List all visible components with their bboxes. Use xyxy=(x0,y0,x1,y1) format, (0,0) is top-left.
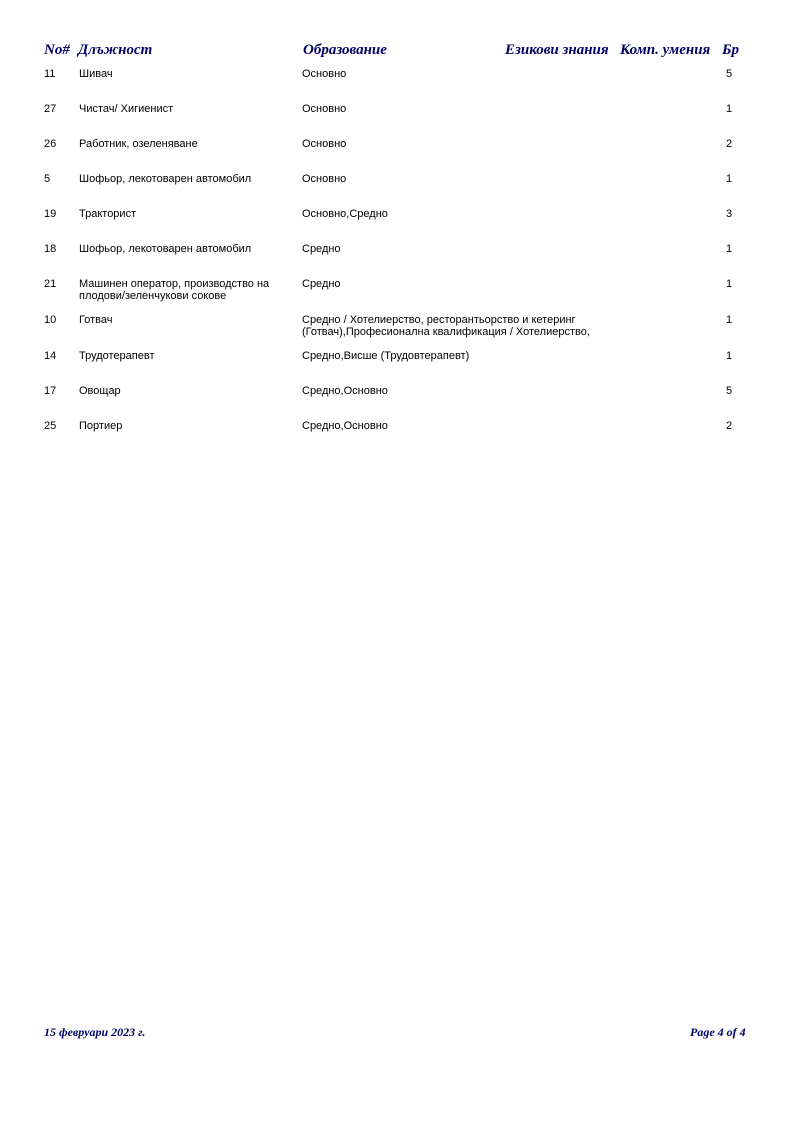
row-count: 2 xyxy=(726,420,733,432)
row-education: Средно,Висше (Трудовтерапевт) xyxy=(302,350,470,362)
row-education: Основно xyxy=(302,68,347,80)
row-no: 27 xyxy=(44,103,57,115)
header-education: Образование xyxy=(303,42,387,58)
header-no: No# xyxy=(44,42,70,58)
header-count: Бр xyxy=(722,42,740,58)
row-no: 18 xyxy=(44,243,57,255)
row-position: Чистач/ Хигиенист xyxy=(79,103,174,115)
row-education: Основно xyxy=(302,173,347,185)
row-position: Тракторист xyxy=(79,208,137,220)
row-position: Машинен оператор, производство на плодови/зеленчукови сокове xyxy=(79,278,270,302)
footer-date: 15 февруари 2023 г. xyxy=(44,1025,146,1039)
row-education: Средно,Основно xyxy=(302,420,388,432)
row-count: 1 xyxy=(726,103,733,115)
row-education: Основно xyxy=(302,103,347,115)
row-count: 1 xyxy=(726,314,733,326)
row-position: Шофьор, лекотоварен автомобил xyxy=(79,173,252,185)
row-count: 5 xyxy=(726,385,733,397)
row-position: Трудотерапевт xyxy=(79,350,155,362)
header-languages: Езикови знания xyxy=(505,42,609,58)
row-position: Работник, озеленяване xyxy=(79,138,198,150)
row-count: 2 xyxy=(726,138,733,150)
footer-page-number: Page 4 of 4 xyxy=(690,1025,746,1039)
row-no: 25 xyxy=(44,420,57,432)
row-count: 1 xyxy=(726,350,733,362)
row-count: 3 xyxy=(726,208,733,220)
header-computer-skills: Комп. умения xyxy=(620,42,711,58)
row-no: 19 xyxy=(44,208,57,220)
row-education: Средно xyxy=(302,278,341,290)
row-position: Готвач xyxy=(79,314,113,326)
row-no: 21 xyxy=(44,278,57,290)
row-no: 5 xyxy=(44,173,51,185)
row-count: 5 xyxy=(726,68,733,80)
row-no: 26 xyxy=(44,138,57,150)
row-no: 17 xyxy=(44,385,57,397)
row-count: 1 xyxy=(726,173,733,185)
row-education: Средно / Хотелиерство, ресторантьорство и кетеринг (Готвач),Професионална квалификация / Хотелиерство, xyxy=(302,314,590,338)
row-education: Основно,Средно xyxy=(302,208,388,220)
row-no: 14 xyxy=(44,350,57,362)
row-education: Средно xyxy=(302,243,341,255)
header-position: Длъжност xyxy=(78,42,153,58)
row-no: 11 xyxy=(44,68,56,80)
row-position: Шивач xyxy=(79,68,113,80)
row-no: 10 xyxy=(44,314,57,326)
row-count: 1 xyxy=(726,243,733,255)
row-education: Средно,Основно xyxy=(302,385,388,397)
row-count: 1 xyxy=(726,278,733,290)
row-position: Шофьор, лекотоварен автомобил xyxy=(79,243,252,255)
row-position: Портиер xyxy=(79,420,123,432)
row-position: Овощар xyxy=(79,385,121,397)
row-education: Основно xyxy=(302,138,347,150)
